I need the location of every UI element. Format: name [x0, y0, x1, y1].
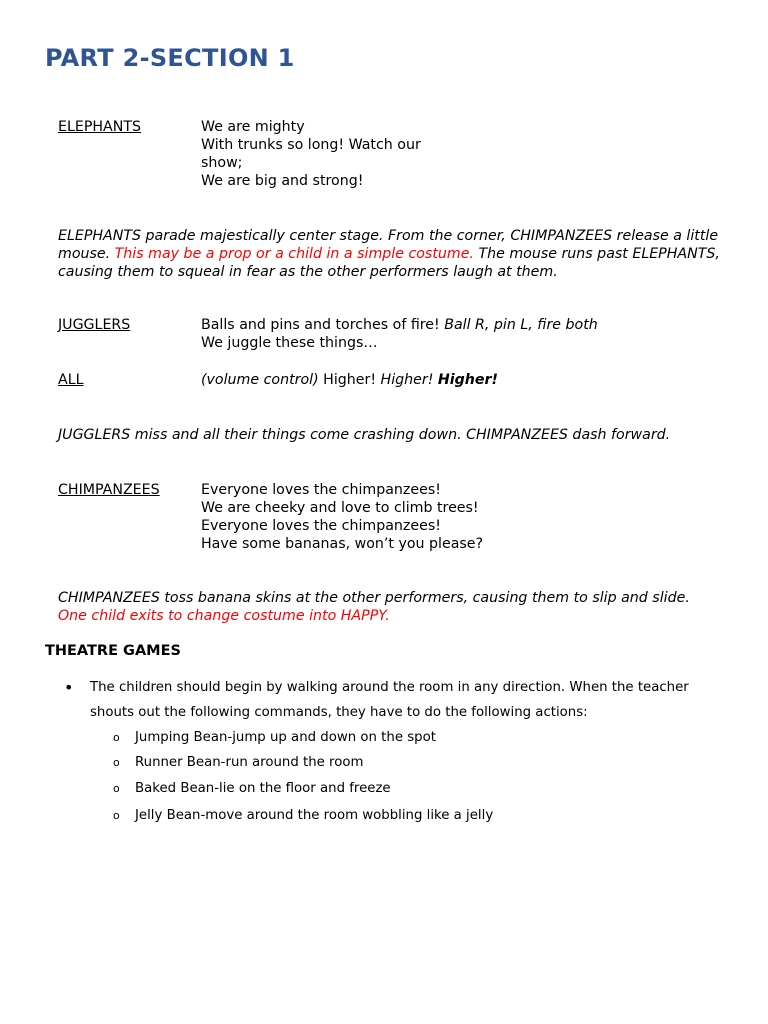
stage-direction-3	[58, 589, 720, 625]
lyric-line: With trunks so long! Watch our	[201, 137, 421, 153]
speaker-jugglers: JUGGLERS	[58, 317, 131, 333]
sub-bullet-icon: o	[113, 809, 120, 822]
lyric-line: We are cheeky and love to climb trees!	[201, 500, 479, 516]
all-lines	[201, 371, 671, 389]
lyric-line: We are big and strong!	[201, 173, 364, 189]
lyric-text: Balls and pins and torches of fire!	[201, 317, 445, 333]
sub-bullet-icon: o	[113, 756, 120, 769]
list-item	[113, 750, 363, 775]
stage-direction-1	[58, 227, 720, 281]
elephants-lines	[201, 118, 461, 190]
stage-direction-2: JUGGLERS miss and all their things come crashing down. CHIMPANZEES dash forward.	[58, 427, 671, 443]
bullet-icon: •	[64, 678, 74, 697]
dialogue-jugglers	[58, 316, 718, 354]
list-item	[113, 803, 493, 828]
direction-note-red: This may be a prop or a child in a simple costume.	[114, 246, 474, 262]
list-item	[113, 776, 391, 801]
lyric-line: show;	[201, 155, 243, 171]
list-item-text: Jumping Bean-jump up and down on the spot	[135, 730, 436, 745]
dialogue-elephants	[58, 118, 718, 192]
direction-note-red: One child exits to change costume into HAPPY.	[58, 608, 390, 624]
performance-note: Ball R, pin L, fire both	[444, 317, 598, 333]
list-item	[113, 725, 436, 750]
dialogue-chimpanzees	[58, 481, 718, 555]
theatre-games-heading: THEATRE GAMES	[45, 643, 181, 659]
lyric-line: Everyone loves the chimpanzees!	[201, 518, 441, 534]
lyric-text-italic: Higher!	[380, 372, 434, 388]
speaker-all: ALL	[58, 372, 84, 388]
dialogue-all	[58, 371, 718, 389]
list-item-text: Jelly Bean-move around the room wobbling like a jelly	[135, 808, 494, 823]
speaker-chimpanzees: CHIMPANZEES	[58, 482, 160, 498]
lyric-line: Have some bananas, won’t you please?	[201, 536, 484, 552]
chimpanzees-lines	[201, 481, 671, 553]
lyric-text: Higher!	[318, 372, 381, 388]
sub-bullet-icon: o	[113, 782, 120, 795]
lyric-line: We juggle these things…	[201, 335, 378, 351]
direction-text: The mouse runs past ELEPHANTS, causing them to squeal in fear as the other performers laugh at them.	[58, 246, 720, 280]
section-title: PART 2-SECTION 1	[45, 44, 295, 72]
direction-text: CHIMPANZEES toss banana skins at the other performers, causing them to slip and slide.	[58, 590, 690, 606]
speaker-elephants: ELEPHANTS	[58, 119, 142, 135]
sub-bullet-icon: o	[113, 731, 120, 744]
lyric-line: Everyone loves the chimpanzees!	[201, 482, 441, 498]
list-item-text: Baked Bean-lie on the floor and freeze	[135, 781, 391, 796]
jugglers-lines	[201, 316, 671, 352]
lyric-line: We are mighty	[201, 119, 305, 135]
performance-note: (volume control)	[201, 372, 319, 388]
lyric-line	[201, 371, 671, 389]
games-intro: The children should begin by walking around the room in any direction. When the teacher shouts out the following commands, they have to do the following actions:	[90, 680, 689, 720]
lyric-text-bold-italic: Higher!	[437, 372, 498, 388]
lyric-line	[201, 316, 671, 334]
list-item-text: Runner Bean-run around the room	[135, 755, 364, 770]
direction-text: ELEPHANTS parade majestically center stage. From the corner, CHIMPANZEES release a little mouse.	[58, 228, 719, 262]
